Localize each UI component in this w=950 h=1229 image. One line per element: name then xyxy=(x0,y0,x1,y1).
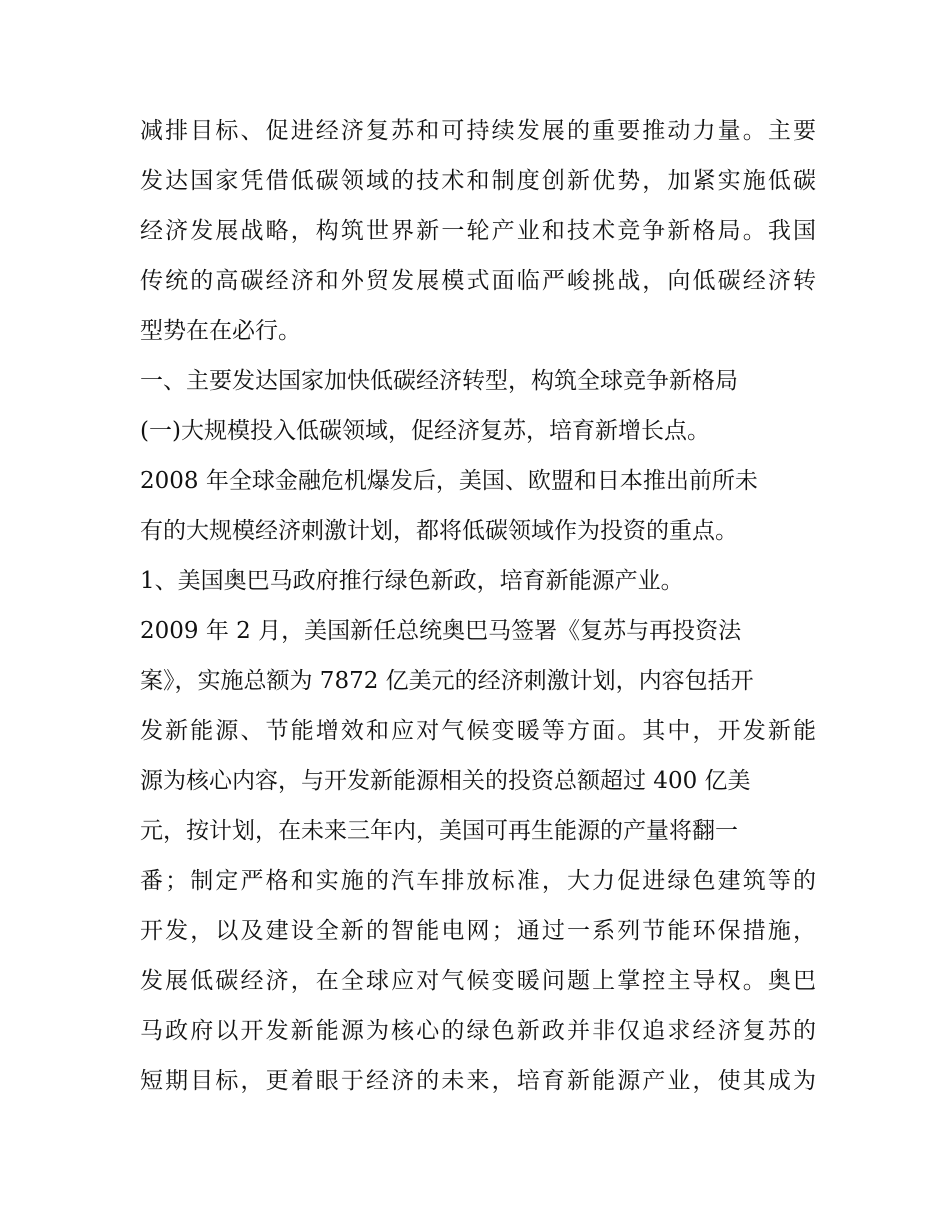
text-line: 源为核心内容，与开发新能源相关的投资总额超过 400 亿美 xyxy=(140,768,751,794)
text-line: 发展低碳经济，在全球应对气候变暖问题上掌控主导权。奥巴 xyxy=(140,968,816,994)
text-line: 经济发展战略，构筑世界新一轮产业和技术竞争新格局。我国 xyxy=(140,218,816,244)
section-heading: 一、主要发达国家加快低碳经济转型，构筑全球竞争新格局 xyxy=(140,368,738,394)
subsection-heading: (一)大规模投入低碳领域，促经济复苏，培育新增长点。 xyxy=(140,418,710,444)
text-line: 马政府以开发新能源为核心的绿色新政并非仅追求经济复苏的 xyxy=(140,1018,816,1044)
text-line: 传统的高碳经济和外贸发展模式面临严峻挑战，向低碳经济转 xyxy=(140,268,816,294)
text-line: 减排目标、促进经济复苏和可持续发展的重要推动力量。主要 xyxy=(140,118,816,144)
text-line: 番；制定严格和实施的汽车排放标准，大力促进绿色建筑等的 xyxy=(140,868,816,894)
item-heading: 1、美国奥巴马政府推行绿色新政，培育新能源产业。 xyxy=(140,568,684,594)
text-line: 有的大规模经济刺激计划，都将低碳领域作为投资的重点。 xyxy=(140,518,738,544)
text-line: 发达国家凭借低碳领域的技术和制度创新优势，加紧实施低碳 xyxy=(140,168,816,194)
text-line: 元，按计划，在未来三年内，美国可再生能源的产量将翻一 xyxy=(140,818,738,844)
text-line: 2009 年 2 月，美国新任总统奥巴马签署《复苏与再投资法 xyxy=(140,618,742,644)
text-line: 发新能源、节能增效和应对气候变暖等方面。其中，开发新能 xyxy=(140,718,816,744)
text-line: 型势在在必行。 xyxy=(140,318,301,344)
text-line: 2008 年全球金融危机爆发后，美国、欧盟和日本推出前所未 xyxy=(140,468,758,494)
text-line: 案》，实施总额为 7872 亿美元的经济刺激计划，内容包括开 xyxy=(140,668,754,694)
document-body xyxy=(140,106,816,1106)
text-line: 短期目标，更着眼于经济的未来，培育新能源产业，使其成为 xyxy=(140,1068,816,1094)
text-line: 开发，以及建设全新的智能电网；通过一系列节能环保措施， xyxy=(140,918,816,944)
